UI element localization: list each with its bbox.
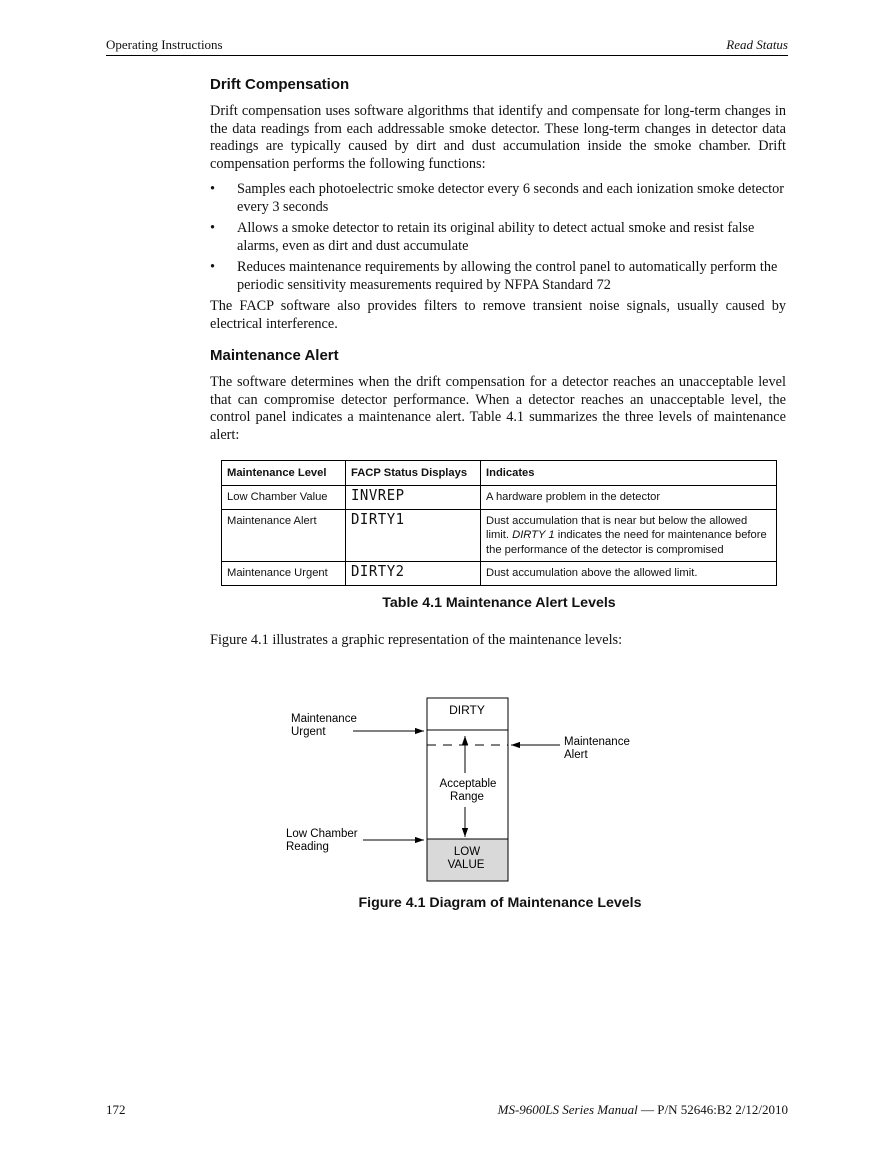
drift-intro: Drift compensation uses software algorithms that identify and compensate for long-term changes in the data readings from each addressable smoke detector. These long-term changes in detector data readings are typically caused by dirt and dust accumulation inside the smoke chamber. Drift compensation performs the following functions: xyxy=(210,103,786,172)
table-cell: Maintenance Alert xyxy=(222,509,346,562)
maintenance-body: The software determines when the drift compensation for a detector reaches an unacceptable level that can compromise detector performance. When a detector reaches an unacceptable level, the control panel indicates a maintenance alert. Table 4.1 summarizes the three levels of maintenance alert: xyxy=(210,374,786,443)
running-header-left: Operating Instructions xyxy=(106,37,223,52)
lcd-display-text: DIRTY2 xyxy=(351,563,405,581)
column-header: Indicates xyxy=(481,461,777,486)
dirty-label: DIRTY xyxy=(449,703,485,717)
footer-manual-info xyxy=(498,1102,788,1118)
drift-heading: Drift Compensation xyxy=(210,76,350,93)
table-cell: A hardware problem in the detector xyxy=(481,486,777,510)
figure-caption: Figure 4.1 Diagram of Maintenance Levels xyxy=(358,895,642,911)
list-item: • Allows a smoke detector to retain its original ability to detect actual smoke and resist false alarms, even as dirt and dust accumulate xyxy=(210,220,786,255)
range-label: Range xyxy=(450,791,484,803)
column-header: FACP Status Displays xyxy=(346,461,481,486)
low-label: LOW xyxy=(453,846,481,858)
table-cell: Maintenance Urgent xyxy=(222,562,346,586)
urgent-label-line2: Urgent xyxy=(291,726,326,738)
low-chamber-label-line2: Reading xyxy=(286,841,329,853)
cell-text: Dust accumulation that is near but below the allowed limit. xyxy=(486,514,748,541)
cell-text: indicates the need for maintenance before the performance of the detector is compromised xyxy=(486,529,767,556)
part-number: — P/N 52646:B2 2/12/2010 xyxy=(637,1102,788,1117)
table-caption: Table 4.1 Maintenance Alert Levels xyxy=(382,595,616,611)
alert-label-line1: Maintenance xyxy=(564,736,630,748)
column-header: Maintenance Level xyxy=(222,461,346,486)
running-header-right: Read Status xyxy=(726,37,788,52)
low-chamber-label-line1: Low Chamber xyxy=(286,828,358,840)
page-number: 172 xyxy=(106,1102,126,1117)
urgent-label-line1: Maintenance xyxy=(291,713,357,725)
lcd-display-text: DIRTY1 xyxy=(351,511,405,528)
figure-intro: Figure 4.1 illustrates a graphic representation of the maintenance levels: xyxy=(210,632,623,648)
cell-emphasis: DIRTY 1 xyxy=(512,529,555,541)
value-label: VALUE xyxy=(447,859,485,871)
maintenance-heading: Maintenance Alert xyxy=(210,347,339,364)
manual-title: MS-9600LS Series Manual xyxy=(497,1102,638,1117)
alert-label-line2: Alert xyxy=(564,749,588,761)
drift-outro: The FACP software also provides filters to remove transient noise signals, usually caused by electrical interference. xyxy=(210,298,786,332)
table-cell: Low Chamber Value xyxy=(222,486,346,510)
table-cell: Dust accumulation above the allowed limit. xyxy=(481,562,777,586)
list-item: • Samples each photoelectric smoke detector every 6 seconds and each ionization smoke detector every 3 seconds xyxy=(210,181,786,216)
list-item: • Reduces maintenance requirements by allowing the control panel to automatically perform the periodic sensitivity measurements required by NFPA Standard 72 xyxy=(210,259,786,294)
lcd-display-text: INVREP xyxy=(351,487,405,505)
acceptable-label: Acceptable xyxy=(439,778,497,790)
